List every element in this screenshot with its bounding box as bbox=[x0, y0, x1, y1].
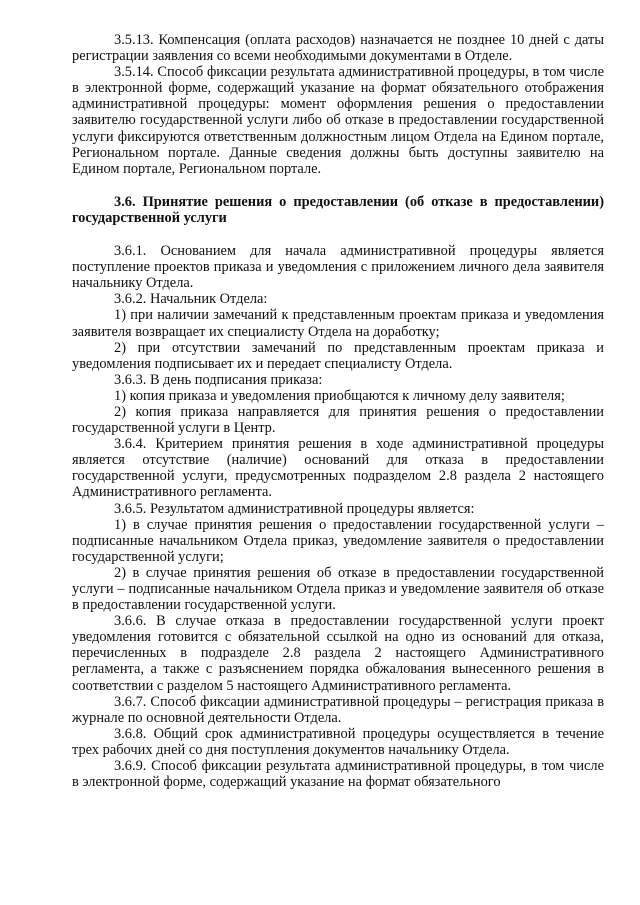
paragraph-3-6-2: 3.6.2. Начальник Отдела: bbox=[114, 291, 268, 308]
paragraph-3-6-6: 3.6.6. В случае отказа в предоставлении государственной услуги проект уведомления готовится с обязательной ссылкой на одно из оснований для отказа, перечисленных в подразделе 2.8 раздела 2 настоящего Административного регламента, а также с разъяснением порядка обжалования вынесенного решения в соответствии с разделом 5 настоящего Административного регламента. bbox=[72, 613, 604, 694]
paragraph-3-5-13: 3.5.13. Компенсация (оплата расходов) назначается не позднее 10 дней с даты регистрации заявления со всеми необходимыми документами в Отделе. bbox=[72, 32, 604, 65]
paragraph-3-6-3-item-1: 1) копия приказа и уведомления приобщаются к личному делу заявителя; bbox=[114, 387, 565, 404]
paragraph-3-6-7: 3.6.7. Способ фиксации административной процедуры – регистрация приказа в журнале по основной деятельности Отдела. bbox=[72, 693, 604, 726]
document-page bbox=[72, 32, 604, 790]
paragraph-3-6-5-item-2: 2) в случае принятия решения об отказе в предоставлении государственной услуги – подписанные начальником Отдела приказ и уведомление заявителя об отказе в предоставлении государственной услуги. bbox=[72, 564, 604, 614]
paragraph-3-6-2-item-2: 2) при отсутствии замечаний по представленным проектам приказа и уведомления подписывает их и передает специалисту Отдела. bbox=[72, 339, 604, 372]
paragraph-3-6-8: 3.6.8. Общий срок административной процедуры осуществляется в течение трех рабочих дней со дня поступления документов начальнику Отдела. bbox=[72, 725, 604, 758]
paragraph-3-6-1: 3.6.1. Основанием для начала административной процедуры является поступление проектов приказа и уведомления с приложением личного дела заявителя начальнику Отдела. bbox=[72, 243, 604, 292]
section-heading-3-6: 3.6. Принятие решения о предоставлении (об отказе в предоставлении) государственной услуги bbox=[72, 193, 604, 226]
paragraph-3-5-14: 3.5.14. Способ фиксации результата административной процедуры, в том числе в электронной форме, содержащий указание на формат обязательного отображения административной процедуры: момент оформления решения о предоставлении заявителю государственной услуги либо об отказе в предоставлении государственной услуги фиксируются ответственным должностным лицом Отдела на Едином портале, Региональном портале. Данные сведения должны быть доступны заявителю на Едином портале, Региональном портале. bbox=[72, 64, 604, 177]
paragraph-3-6-4: 3.6.4. Критерием принятия решения в ходе административной процедуры является отсутствие (наличие) оснований для отказа в предоставлении государственной услуги, предусмотренных подразделом 2.8 раздела 2 настоящего Административного регламента. bbox=[72, 436, 604, 501]
paragraph-3-6-5-item-1: 1) в случае принятия решения о предоставлении государственной услуги – подписанные начальником Отдела приказ, уведомление заявителя о предоставлении государственной услуги; bbox=[72, 516, 604, 565]
paragraph-3-6-3-item-2: 2) копия приказа направляется для принятия решения о предоставлении государственной услуги в Центр. bbox=[72, 403, 604, 437]
paragraph-3-6-3: 3.6.3. В день подписания приказа: bbox=[114, 371, 323, 388]
paragraph-3-6-9: 3.6.9. Способ фиксации результата административной процедуры, в том числе в электронной форме, содержащий указание на формат обязательного bbox=[72, 758, 604, 791]
paragraph-3-6-5: 3.6.5. Результатом административной процедуры является: bbox=[114, 500, 475, 517]
paragraph-3-6-2-item-1: 1) при наличии замечаний к представленным проектам приказа и уведомления заявителя возвращает их специалисту Отдела на доработку; bbox=[72, 307, 604, 340]
